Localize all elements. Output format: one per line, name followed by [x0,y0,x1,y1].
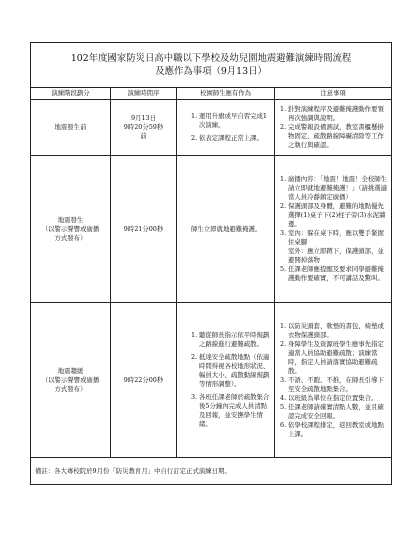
list-item: 4. 以班級為單位在指定位置集合。 [280,393,378,402]
actions-cell [177,303,275,458]
time-cell: 9月13日 9時20分59秒 前 [111,100,177,156]
header-time: 演練時間序 [111,88,177,100]
list-item: 3. 室內：躲在桌下時，應以雙手緊握住桌腳 室外：應立即蹲下，保護頭部，並避開掉落物 [280,229,384,264]
title-line-2: 及應作為事項（9月13日） [155,66,267,77]
table-row [31,156,392,303]
document-sheet [30,42,391,485]
list-item: 1. 運用升旗或早自習完成1次演練。 [191,112,267,129]
list-item: 1. 以防災頭套、軟墊的書包、椅墊或衣物保護頭部。 [280,321,384,339]
list-item: 5. 任課老師應提醒及要求同學避難掩護動作要確實，不可講話及驚叫。 [280,265,384,282]
list-item: 3. 不語、不跑、不推，在師長引導下至安全疏散地點集合。 [280,375,384,393]
list-item: 1. 聽從師長指示依平時規劃之路線進行避難疏散。 [191,331,270,348]
list-item: 2. 保護頭部及身體，避難的地點優先選擇(1)桌子下(2)柱子旁(3)水泥牆邊。 [280,202,386,228]
notes-cell [275,303,392,458]
notes-cell [275,156,392,303]
phase-cell: 地震發生 （以警示聲響或廣播 方式發布） [31,156,111,303]
header-phase: 演練階段劃分 [31,88,111,100]
phase-cell: 地震發生前 [31,100,111,156]
list-item: 1. 針對演練程序及避難掩護動作要領再次強調與說明。 [280,105,384,122]
list-item: 2. 依表定課程正常上課。 [191,134,263,142]
document-title [31,43,392,88]
list-item: 2. 抵達安全疏散地點（依適時間得視各校地形狀況、幅員大小、疏散動線規劃等情形調整）。 [191,353,270,388]
drill-schedule-table [30,42,392,485]
header-actions: 校園師生應有作為 [177,88,275,100]
footnote: 備註：各大專校院於9月份「防災教育月」中自行訂定正式演練日期。 [31,458,392,485]
notes-cell [275,100,392,156]
table-row [31,303,392,458]
list-item: 師生立即就地避難掩護。 [191,224,262,233]
table-header-row [31,88,392,100]
actions-cell [177,100,275,156]
time-cell: 9時22分00秒 [111,303,177,458]
table-row [31,100,392,156]
actions-cell [177,156,275,303]
time-cell: 9時21分00秒 [111,156,177,303]
list-item: 2. 完成警報設備測試，教室書櫃懸掛物固定、疏散路線障礙清除等工作之執行與確認。 [280,123,384,149]
phase-cell: 地震趨緩 （以警示聲響或廣播 方式發布） [31,303,111,458]
list-item: 1. 廣播內容：「地震！地震！全校師生請立即就地避難掩護！」（請挑選適當人員冷靜鎮定廣播） [280,175,388,201]
list-item: 6. 依學校課程排定，返回教室或地點上課。 [280,420,384,438]
list-item: 2. 身障學生及資源班學生應事先指定適當人員協助避難疏散；演練當時，指定人員請落實協助避難疏散。 [280,339,384,375]
list-item: 5. 任課老師請確實清點人數，並且確認完成安全回報。 [280,402,384,420]
list-item: 3. 各班任課老師於疏散集合後5分鐘內完成人員清點及回報，並安撫學生情緒。 [191,393,270,428]
title-line-1: 102年度國家防災日高中職以下學校及幼兒園地震避難演練時間流程 [70,53,352,64]
header-notes: 注意事項 [275,88,392,100]
